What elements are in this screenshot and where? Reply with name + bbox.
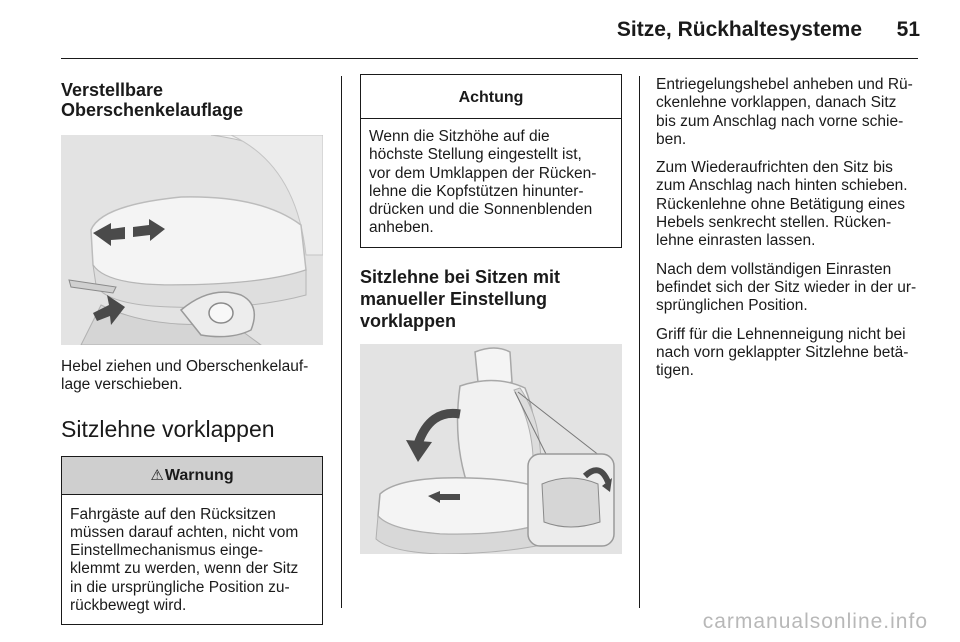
instruction-paragraph: [656, 159, 921, 250]
caution-line: höchste Stellung eingestellt ist,: [369, 146, 582, 164]
warning-body: [62, 495, 322, 625]
heading-line: manueller Einstellung: [360, 288, 548, 309]
caution-line: vor dem Umklappen der Rücken-: [369, 164, 597, 182]
column-divider: [341, 76, 342, 608]
text-line: Nach dem vollständigen Einrasten: [656, 260, 892, 278]
caution-box: [360, 74, 622, 248]
text-line: befindet sich der Sitz wieder in der ur-: [656, 278, 917, 296]
text-line: Hebels senkrecht stellen. Rücken-: [656, 214, 892, 232]
text-line: Rückenlehne ohne Betätigung eines: [656, 195, 906, 213]
text-line: lehne einrasten lassen.: [656, 232, 816, 250]
text-line: Griff für die Lehnenneigung nicht bei: [656, 325, 906, 343]
text-line: ben.: [656, 130, 687, 148]
warning-icon: ⚠: [150, 466, 164, 484]
header-title: Sitze, Rückhaltesysteme: [616, 18, 862, 41]
caption-line: lage verschieben.: [61, 376, 183, 394]
heading-thigh-support: [61, 80, 323, 120]
caution-box-header: Achtung: [361, 75, 621, 119]
page-number: 51: [896, 18, 920, 41]
column-divider: [639, 76, 640, 608]
heading-line: Oberschenkelauflage: [61, 100, 244, 120]
watermark: carmanualsonline.info: [702, 610, 928, 633]
heading-line: Sitzlehne bei Sitzen mit: [360, 266, 561, 287]
instruction-paragraph: [656, 261, 921, 316]
caution-line: anheben.: [369, 219, 434, 237]
seat-fold-drawing: [360, 344, 622, 554]
caution-line: drücken und die Sonnenblenden: [369, 201, 593, 219]
instruction-paragraph: [656, 326, 921, 381]
text-line: Entriegelungshebel anheben und Rü-: [656, 76, 913, 93]
text-line: ckenlehne vorklappen, danach Sitz: [656, 94, 897, 112]
warning-title: Warnung: [164, 466, 234, 484]
heading-line: Verstellbare: [61, 80, 164, 100]
caution-line: lehne die Kopfstützen hinunter-: [369, 182, 584, 200]
text-line: tigen.: [656, 362, 694, 380]
caption-line: Hebel ziehen und Oberschenkelauf-: [61, 358, 309, 375]
warning-box: [61, 456, 323, 626]
column-1: [61, 80, 323, 625]
warning-line: klemmt zu werden, wenn der Sitz: [70, 560, 299, 578]
warning-line: Einstellmechanismus einge-: [70, 542, 263, 560]
text-line: nach vorn geklappter Sitzlehne betä-: [656, 343, 909, 361]
caution-line: Wenn die Sitzhöhe auf die: [369, 128, 550, 145]
header-rule: [61, 58, 918, 59]
warning-box-header: [62, 457, 322, 495]
section-title: Sitzlehne vorklappen: [61, 415, 275, 442]
warning-line: in die ursprüngliche Position zu-: [70, 578, 290, 596]
fold-backrest-illustration: [360, 344, 622, 554]
warning-line: rückbewegt wird.: [70, 597, 187, 615]
text-line: Zum Wiederaufrichten den Sitz bis: [656, 159, 893, 177]
thigh-support-illustration: [61, 135, 323, 345]
warning-line: müssen darauf achten, nicht vom: [70, 523, 299, 541]
text-line: bis zum Anschlag nach vorne schie-: [656, 112, 904, 130]
column-2: [360, 74, 622, 554]
heading-fold-backrest-manual: [360, 266, 622, 332]
column-3: [656, 76, 921, 390]
seat-cushion-drawing: [61, 135, 323, 345]
instruction-paragraph: [656, 76, 921, 149]
heading-line: vorklappen: [360, 310, 457, 331]
caption-thigh-support: [61, 358, 323, 395]
text-line: zum Anschlag nach hinten schieben.: [656, 177, 908, 195]
text-line: sprünglichen Position.: [656, 297, 808, 315]
warning-line: Fahrgäste auf den Rücksitzen: [70, 505, 276, 523]
caution-body: [361, 119, 621, 247]
